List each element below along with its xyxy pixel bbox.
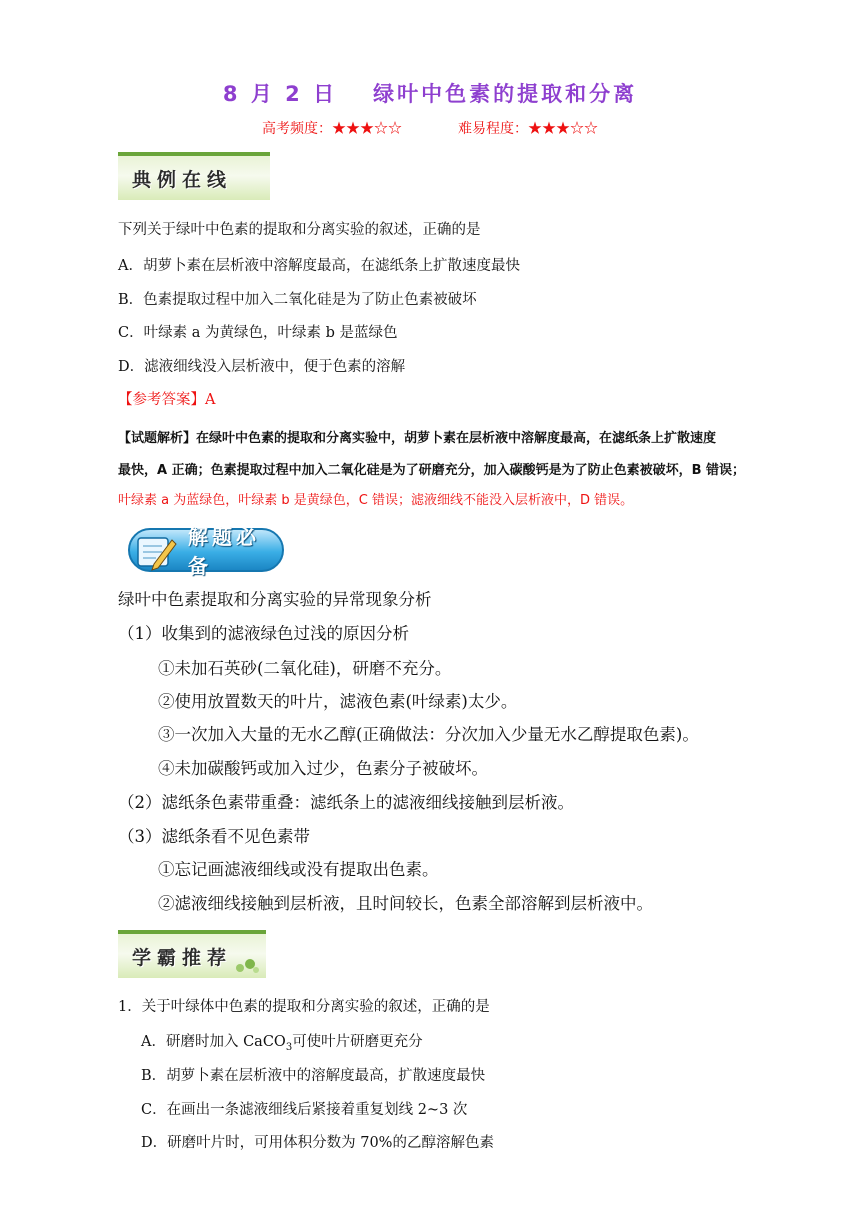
essentials-item: ②滤液细线接触到层析液，且时间较长，色素全部溶解到层析液中。 [158, 894, 653, 913]
essentials-item: （1）收集到的滤液绿色过浅的原因分析 [118, 624, 409, 643]
reference-answer: 【参考答案】A [118, 392, 216, 408]
essentials-item: ①忘记画滤液细线或没有提取出色素。 [158, 860, 439, 879]
banner-example-label: 典例在线 [132, 168, 233, 191]
recommend-option-a: A．研磨时加入 CaCO$_3$可使叶片研磨更充分 [141, 1034, 423, 1053]
banner-essentials [128, 525, 284, 578]
page-title [0, 78, 860, 108]
example-option-d: D．滤液细线没入层析液中，便于色素的溶解 [118, 359, 406, 375]
difficulty-stars: ★★★☆☆ [528, 121, 598, 137]
title-date: 8 月 2 日 [222, 82, 338, 106]
banner-essentials-label: 解题必备 [188, 525, 260, 578]
bubbles-decoration-icon [234, 956, 260, 974]
essentials-item: （3）滤纸条看不见色素带 [118, 827, 310, 846]
frequency-label: 高考频度： [262, 121, 332, 137]
recommend-option-b: B．胡萝卜素在层析液中的溶解度最高，扩散速度最快 [141, 1068, 486, 1084]
recommend-option-d: D．研磨叶片时，可用体积分数为 70%的乙醇溶解色素 [141, 1135, 494, 1151]
banner-recommend [118, 930, 266, 978]
essentials-heading: 绿叶中色素提取和分离实验的异常现象分析 [118, 590, 432, 609]
essentials-item: ①未加石英砂(二氧化硅)，研磨不充分。 [158, 659, 452, 678]
frequency-stars: ★★★☆☆ [332, 121, 402, 137]
essentials-item: ③一次加入大量的无水乙醇(正确做法：分次加入少量无水乙醇提取色素)。 [158, 725, 699, 744]
essentials-item: （2）滤纸条色素带重叠：滤纸条上的滤液细线接触到层析液。 [118, 793, 574, 812]
recommend-option-c: C．在画出一条滤液细线后紧接着重复划线 2~3 次 [141, 1102, 468, 1118]
banner-recommend-label: 学霸推荐 [132, 946, 233, 969]
banner-example [118, 152, 270, 200]
example-question: 下列关于绿叶中色素的提取和分离实验的叙述，正确的是 [118, 222, 481, 238]
analysis-line-2: 最快，A 正确；色素提取过程中加入二氧化硅是为了研磨充分，加入碳酸钙是为了防止色素被破坏，B 错误； [118, 463, 746, 478]
analysis-line-1: 【试题解析】在绿叶中色素的提取和分离实验中，胡萝卜素在层析液中溶解度最高，在滤纸条上扩散速度 [118, 431, 717, 446]
example-option-c: C．叶绿素 a 为黄绿色，叶绿素 b 是蓝绿色 [118, 325, 398, 341]
example-option-b: B．色素提取过程中加入二氧化硅是为了防止色素被破坏 [118, 292, 477, 308]
analysis-line-3: 叶绿素 a 为蓝绿色，叶绿素 b 是黄绿色，C 错误；滤液细线不能没入层析液中，D 错误。 [118, 493, 634, 508]
example-option-a: A．胡萝卜素在层析液中溶解度最高，在滤纸条上扩散速度最快 [118, 258, 520, 274]
recommend-question: 1．关于叶绿体中色素的提取和分离实验的叙述，正确的是 [118, 999, 490, 1015]
essentials-item: ②使用放置数天的叶片，滤液色素(叶绿素)太少。 [158, 692, 518, 711]
pencil-icon [134, 532, 178, 572]
essentials-item: ④未加碳酸钙或加入过少，色素分子被破坏。 [158, 759, 488, 778]
title-text: 绿叶中色素的提取和分离 [373, 82, 638, 106]
difficulty-label: 难易程度： [458, 121, 528, 137]
rating-line [0, 118, 860, 138]
